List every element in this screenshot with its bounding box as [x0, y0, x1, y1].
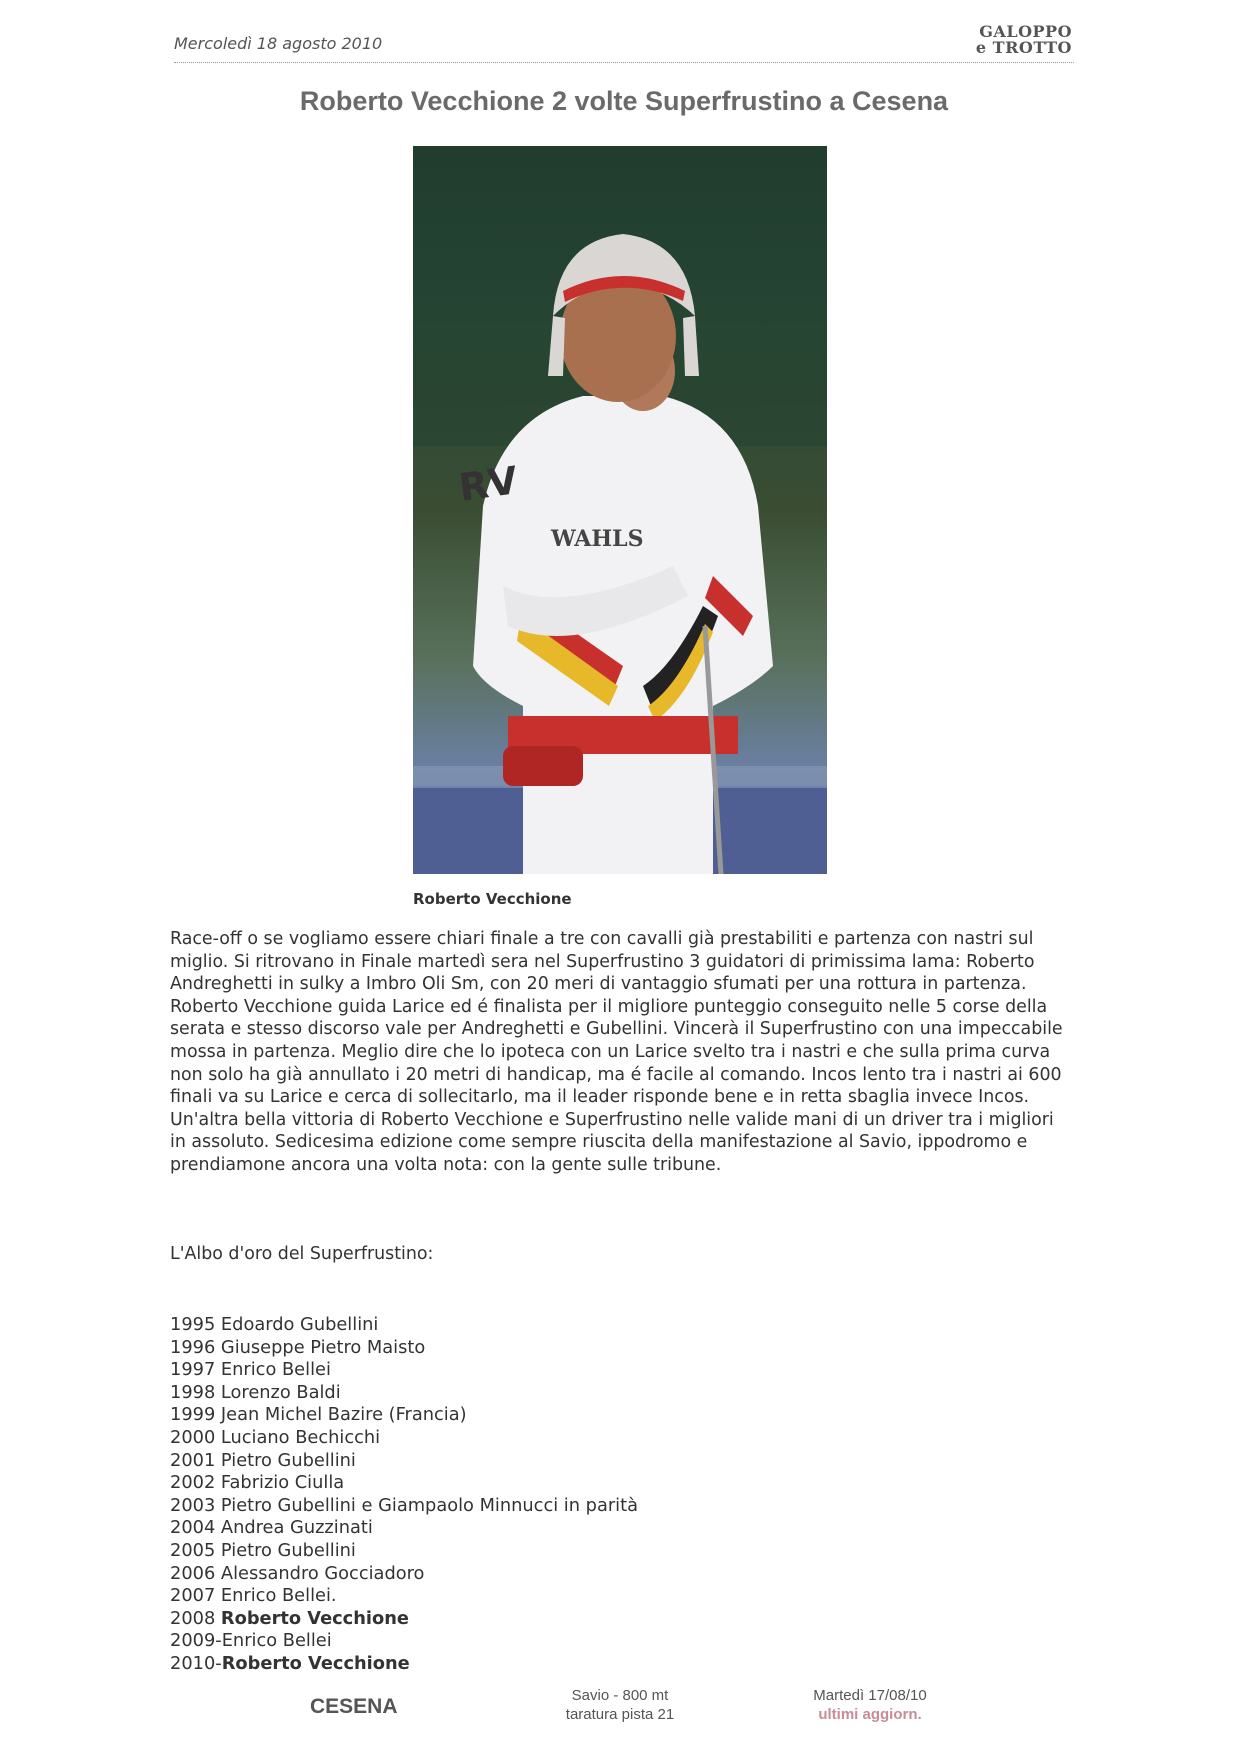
- albo-year: 2010: [170, 1652, 216, 1674]
- albo-winner: Roberto Vecchione: [220, 1607, 409, 1629]
- albo-winner: Luciano Bechicchi: [220, 1426, 381, 1448]
- footer-track-line-1: Savio - 800 mt: [571, 1687, 669, 1704]
- albo-entry: [170, 1563, 638, 1586]
- article-paragraph: Roberto Vecchione guida Larice ed é finalista per il migliore punteggio conseguito nelle 5 corse della serata e stesso discorso vale per Andreghetti e Gubellini. Vincerà il Superfrustino con una impeccabile mossa in partenza. Meglio dire che lo ipoteca con un Larice svelto tra i nastri e che sulla prima curva non solo ha già annullato i 20 metri di handicap, ma é facile al comando. Incos lento tra i nastri ai 600 finali va su Larice e cerca di sollecitarlo, ma il leader risponde bene e in retta sbaglia invece Incos. Un'altra bella vittoria di Roberto Vecchione e Superfrustino nelle valide mani di un driver tra i migliori in assoluto. Sedicesima edizione come sempre riuscita della manifestazione al Savio, ippodromo e prendiamone ancora una volta nota: con la gente sulle tribune.: [170, 996, 1063, 1175]
- albo-entry: [170, 1314, 638, 1337]
- driver-illustration: [413, 146, 827, 874]
- albo-winner: Pietro Gubellini: [220, 1449, 356, 1471]
- albo-winner: Edoardo Gubellini: [220, 1314, 379, 1335]
- footer-track-info: [560, 1686, 680, 1724]
- footer-track-line-2: taratura pista 21: [565, 1706, 675, 1723]
- publication-logo: [962, 24, 1072, 56]
- albo-entry: [170, 1653, 638, 1676]
- albo-winner: Pietro Gubellini: [220, 1539, 356, 1561]
- footer-update-info: [810, 1686, 930, 1724]
- logo-line-2: e TROTTO: [975, 38, 1072, 57]
- albo-year: 2005: [170, 1539, 216, 1561]
- article-body: [170, 928, 1070, 1177]
- albo-year: 2003: [170, 1494, 216, 1516]
- albo-winner: Lorenzo Baldi: [220, 1381, 341, 1403]
- albo-entry: [170, 1472, 638, 1495]
- header-date: Mercoledì 18 agosto 2010: [174, 34, 383, 53]
- albo-separator: -: [215, 1630, 222, 1652]
- albo-winner: Roberto Vecchione: [221, 1652, 410, 1674]
- albo-year: 2004: [170, 1517, 216, 1539]
- jersey-text-chest: WAHLS: [551, 526, 644, 552]
- albo-winner: Giuseppe Pietro Maisto: [220, 1336, 426, 1358]
- photo-caption: Roberto Vecchione: [413, 890, 572, 908]
- albo-year: 2000: [170, 1426, 216, 1448]
- footer-update-line-1: Martedì 17/08/10: [813, 1687, 927, 1704]
- albo-entry: [170, 1382, 638, 1405]
- albo-entry: [170, 1495, 638, 1518]
- albo-winner: Andrea Guzzinati: [220, 1517, 373, 1539]
- logo-line-1: GALOPPO: [979, 22, 1072, 41]
- albo-winner: Alessandro Gocciadoro: [220, 1562, 425, 1584]
- albo-year: 1999: [170, 1404, 216, 1426]
- albo-entry: [170, 1337, 638, 1360]
- header-rule: [174, 62, 1074, 63]
- driver-photo: [413, 146, 827, 874]
- albo-entry: [170, 1450, 638, 1473]
- albo-winner: Enrico Bellei: [220, 1359, 331, 1381]
- albo-entry: [170, 1359, 638, 1382]
- albo-entry: [170, 1517, 638, 1540]
- jersey-text-left: RV: [456, 458, 521, 510]
- albo-separator: -: [215, 1652, 222, 1674]
- albo-year: 1997: [170, 1359, 216, 1381]
- footer-location: CESENA: [310, 1695, 398, 1718]
- albo-year: 1996: [170, 1336, 216, 1358]
- albo-year: 2001: [170, 1449, 216, 1471]
- albo-entry: [170, 1427, 638, 1450]
- albo-entry: [170, 1404, 638, 1427]
- albo-year: 2007: [170, 1585, 216, 1607]
- albo-winner: Jean Michel Bazire (Francia): [220, 1404, 467, 1426]
- albo-list: [170, 1314, 638, 1676]
- albo-winner: Enrico Bellei.: [220, 1585, 337, 1607]
- albo-winner: Enrico Bellei: [221, 1630, 332, 1652]
- albo-entry: [170, 1608, 638, 1631]
- albo-entry: [170, 1540, 638, 1563]
- albo-year: 2006: [170, 1562, 216, 1584]
- albo-entry: [170, 1630, 638, 1653]
- article-paragraph: Race-off o se vogliamo essere chiari finale a tre con cavalli già prestabiliti e partenza con nastri sul miglio. Si ritrovano in Finale martedì sera nel Superfrustino 3 guidatori di primissima lama: Roberto Andreghetti in sulky a Imbro Oli Sm, con 20 meri di vantaggio sfumati per una rottura in partenza.: [170, 929, 1035, 995]
- albo-year: 2009: [170, 1630, 216, 1652]
- albo-entry: [170, 1585, 638, 1608]
- albo-title: L'Albo d'oro del Superfrustino:: [170, 1244, 434, 1264]
- albo-winner: Pietro Gubellini e Giampaolo Minnucci in parità: [220, 1494, 638, 1516]
- albo-year: 1995: [170, 1314, 216, 1335]
- footer-update-line-2: ultimi aggiorn.: [818, 1706, 922, 1723]
- albo-year: 2008: [170, 1607, 216, 1629]
- albo-winner: Fabrizio Ciulla: [220, 1472, 345, 1494]
- article-title: Roberto Vecchione 2 volte Superfrustino a Cesena: [299, 86, 949, 116]
- albo-year: 1998: [170, 1381, 216, 1403]
- albo-year: 2002: [170, 1472, 216, 1494]
